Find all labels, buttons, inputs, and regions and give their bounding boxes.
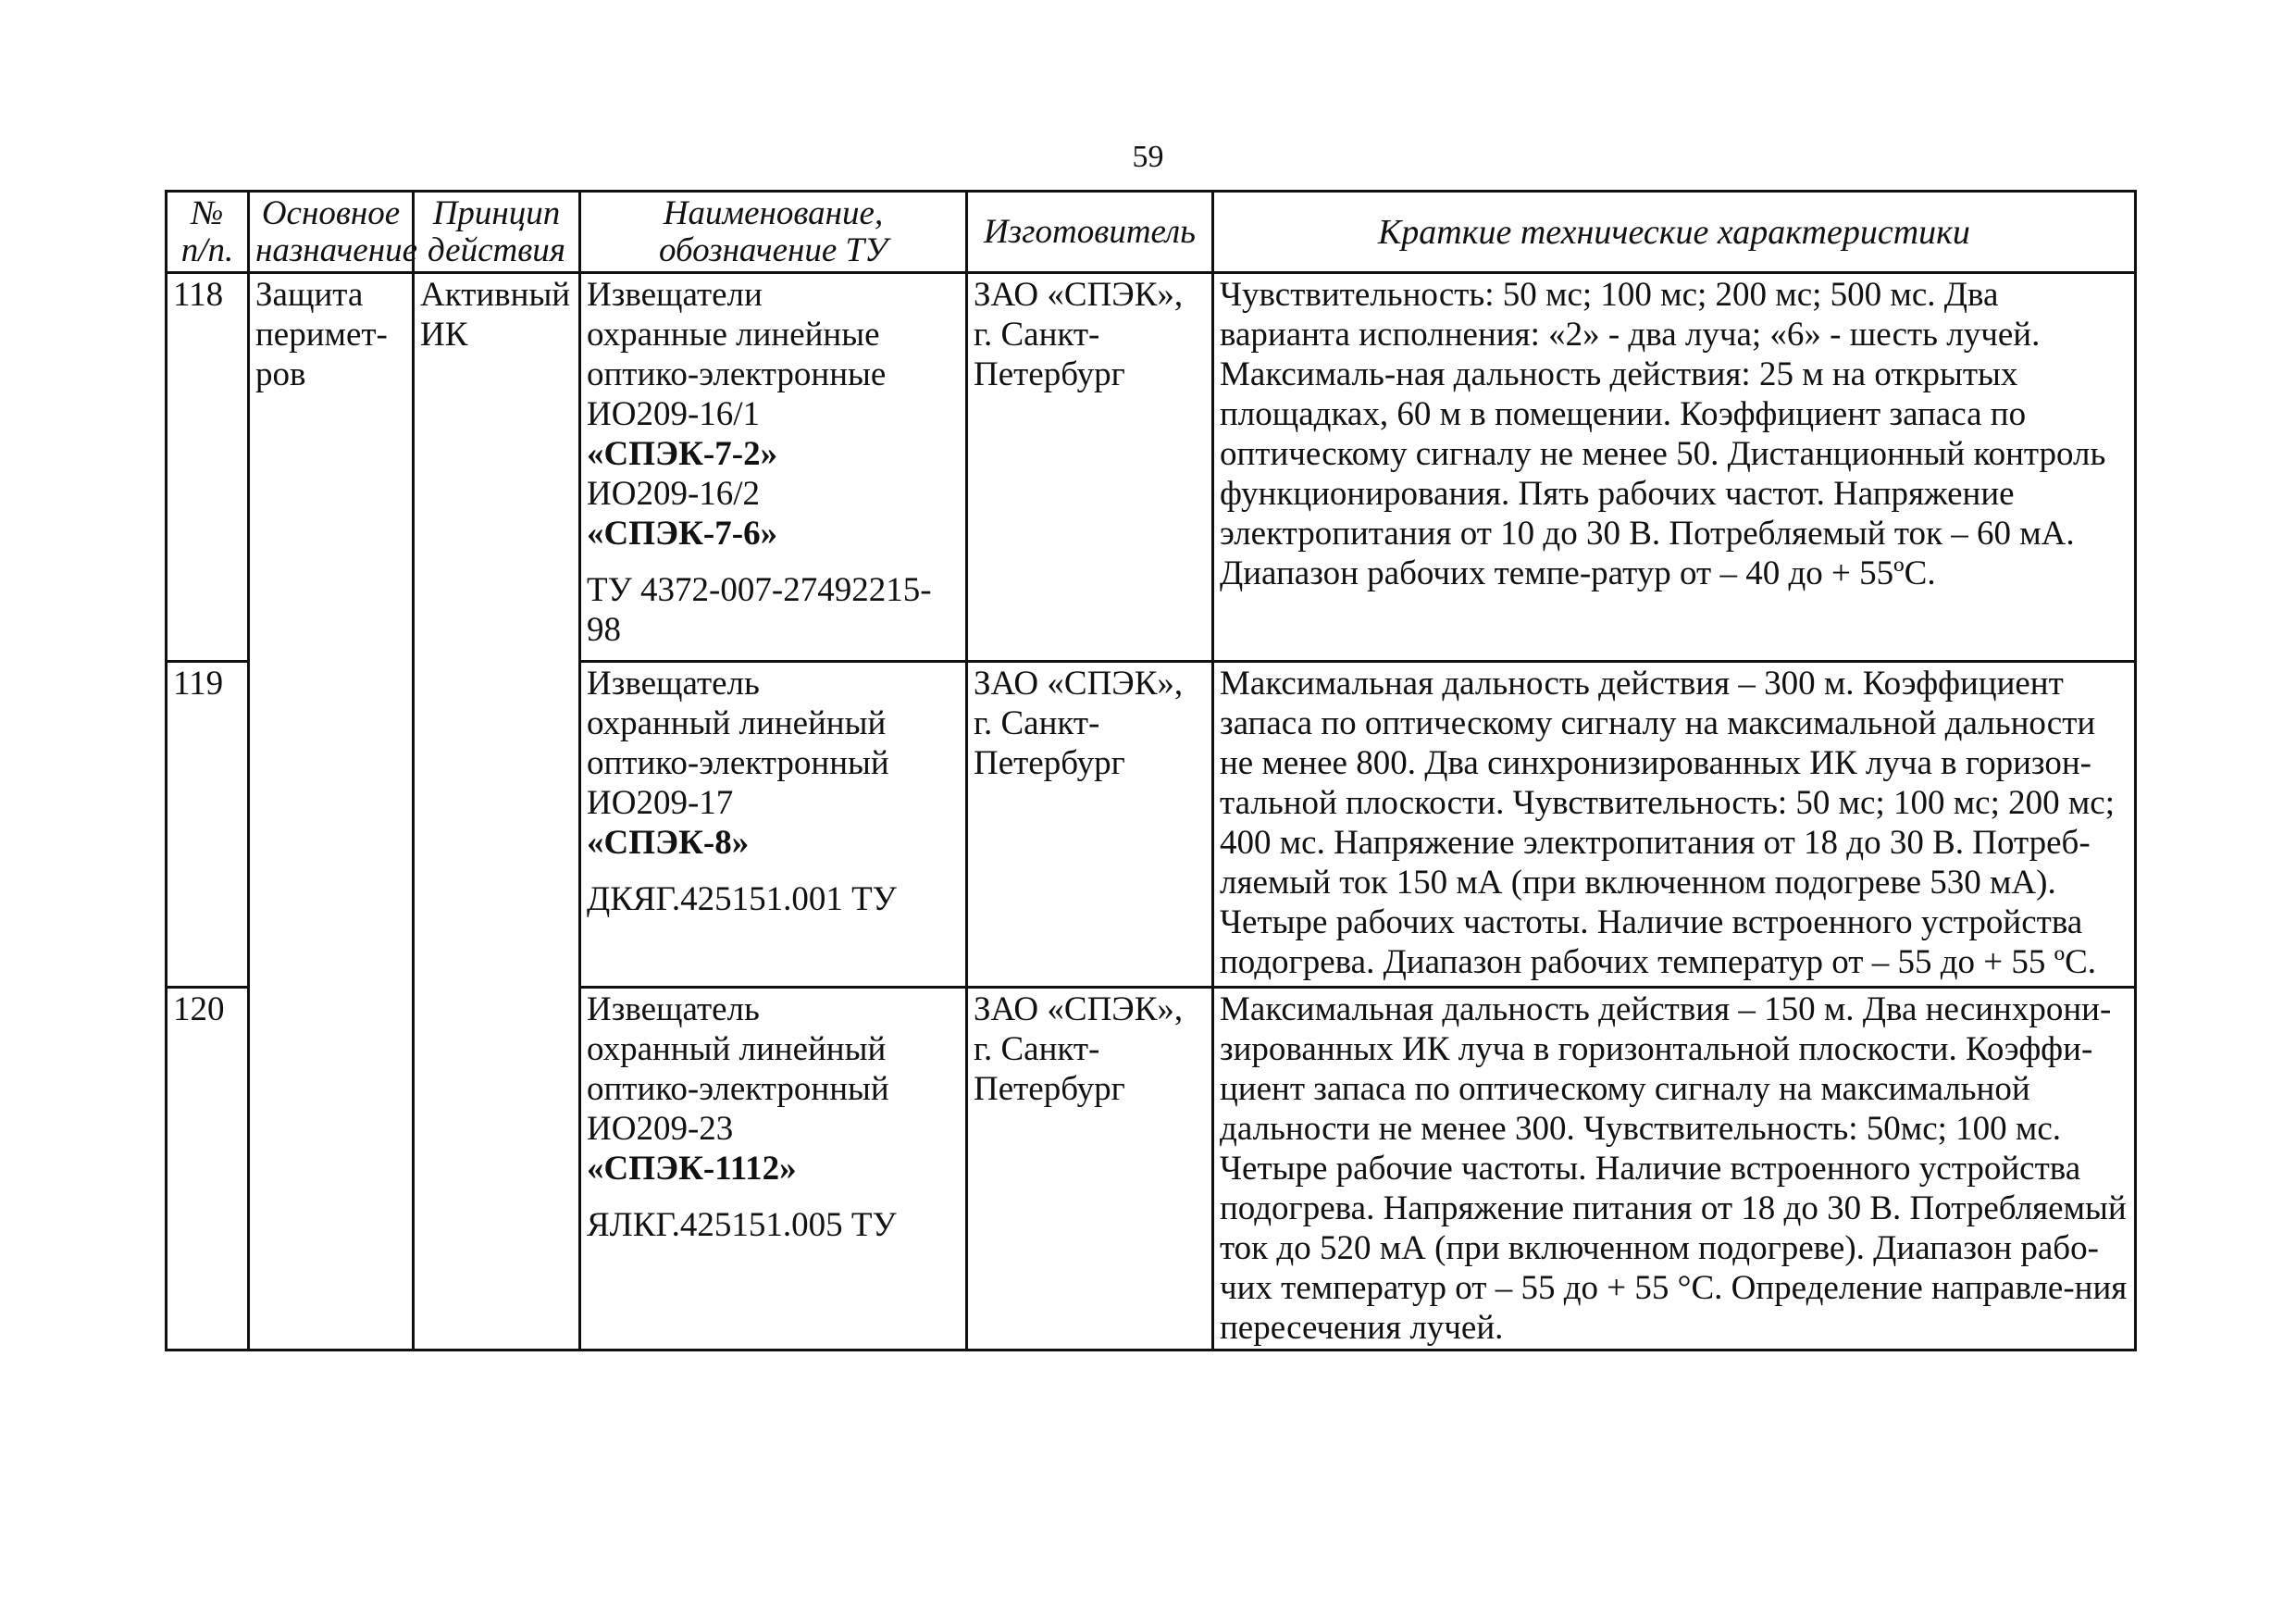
tu-designation: ДКЯГ.425151.001 ТУ	[587, 880, 897, 918]
header-principle: Принцип действия	[414, 192, 580, 273]
table-header-row	[167, 192, 2136, 273]
characteristics-cell: Максимальная дальность действия – 300 м. Коэффициент запаса по оптическому сигналу на максимальной дальности не менее 800. Два синхронизированных ИК луча в горизон-тальной плоскости. Чувствительность: 50 мс; 100 мс; 200 мс; 400 мс. Напряжение электропитания от 18 до 30 В. Потреб-ляемый ток 150 мА (при включенном подогреве 530 мА). Четыре рабочих частоты. Наличие встроенного устройства подогрева. Диапазон рабочих температур от – 55 до + 55 ºС.	[1213, 662, 2136, 988]
header-manufacturer: Изготовитель	[967, 192, 1213, 273]
name-cell: Извещатель охранный линейный оптико-электронный ИО209-17 «СПЭК-8» ДКЯГ.425151.001 ТУ	[580, 662, 967, 988]
model-name: «СПЭК-7-2»	[587, 435, 778, 473]
model-name: «СПЭК-1112»	[587, 1150, 797, 1188]
characteristics-cell: Чувствительность: 50 мс; 100 мс; 200 мс; 500 мс. Два варианта исполнения: «2» - два луча; «6» - шесть лучей. Максималь-ная дальность действия: 25 м на открытых площадках, 60 м в помещении. Коэффициент запаса по оптическому сигналу не менее 50. Дистанционный контроль функционирования. Пять рабочих частот. Напряжение электропитания от 10 до 30 В. Потребляемый ток – 60 мА. Диапазон рабочих темпе-ратур от – 40 до + 55ºС.	[1213, 273, 2136, 662]
manufacturer-cell: ЗАО «СПЭК», г. Санкт- Петербург	[967, 988, 1213, 1350]
name-cell: Извещатели охранные линейные оптико-электронные ИО209-16/1 «СПЭК-7-2» ИО209-16/2 «СПЭК-7-6» ТУ 4372-007-27492215-98	[580, 273, 967, 662]
row-number: 118	[167, 273, 249, 662]
header-num: № п/п.	[167, 192, 249, 273]
principle-cell: Активный ИК	[414, 273, 580, 1350]
model-name: «СПЭК-8»	[587, 824, 750, 862]
model-name: «СПЭК-7-6»	[587, 515, 778, 553]
purpose-cell: Защита перимет- ров	[249, 273, 414, 1350]
row-number: 119	[167, 662, 249, 988]
header-name: Наименование, обозначение ТУ	[580, 192, 967, 273]
tu-designation: ТУ 4372-007-27492215-98	[587, 571, 932, 649]
table-row-118	[167, 273, 2136, 662]
header-purpose: Основное назначение	[249, 192, 414, 273]
header-characteristics: Краткие технические характеристики	[1213, 192, 2136, 273]
tu-designation: ЯЛКГ.425151.005 ТУ	[587, 1206, 897, 1244]
manufacturer-cell: ЗАО «СПЭК», г. Санкт- Петербург	[967, 273, 1213, 662]
specifications-table	[165, 190, 2137, 1351]
page-number: 59	[1132, 140, 1164, 174]
manufacturer-cell: ЗАО «СПЭК», г. Санкт- Петербург	[967, 662, 1213, 988]
name-cell: Извещатель охранный линейный оптико-электронный ИО209-23 «СПЭК-1112» ЯЛКГ.425151.005 ТУ	[580, 988, 967, 1350]
characteristics-cell: Максимальная дальность действия – 150 м. Два несинхрони-зированных ИК луча в горизонтальной плоскости. Коэффи-циент запаса по оптическому сигналу на максимальной дальности не менее 300. Чувствительность: 50мс; 100 мс. Четыре рабочие частоты. Наличие встроенного устройства подогрева. Напряжение питания от 18 до 30 В. Потребляемый ток до 520 мА (при включенном подогреве). Диапазон рабо-чих температур от – 55 до + 55 °С. Определение направле-ния пересечения лучей.	[1213, 988, 2136, 1350]
row-number: 120	[167, 988, 249, 1350]
